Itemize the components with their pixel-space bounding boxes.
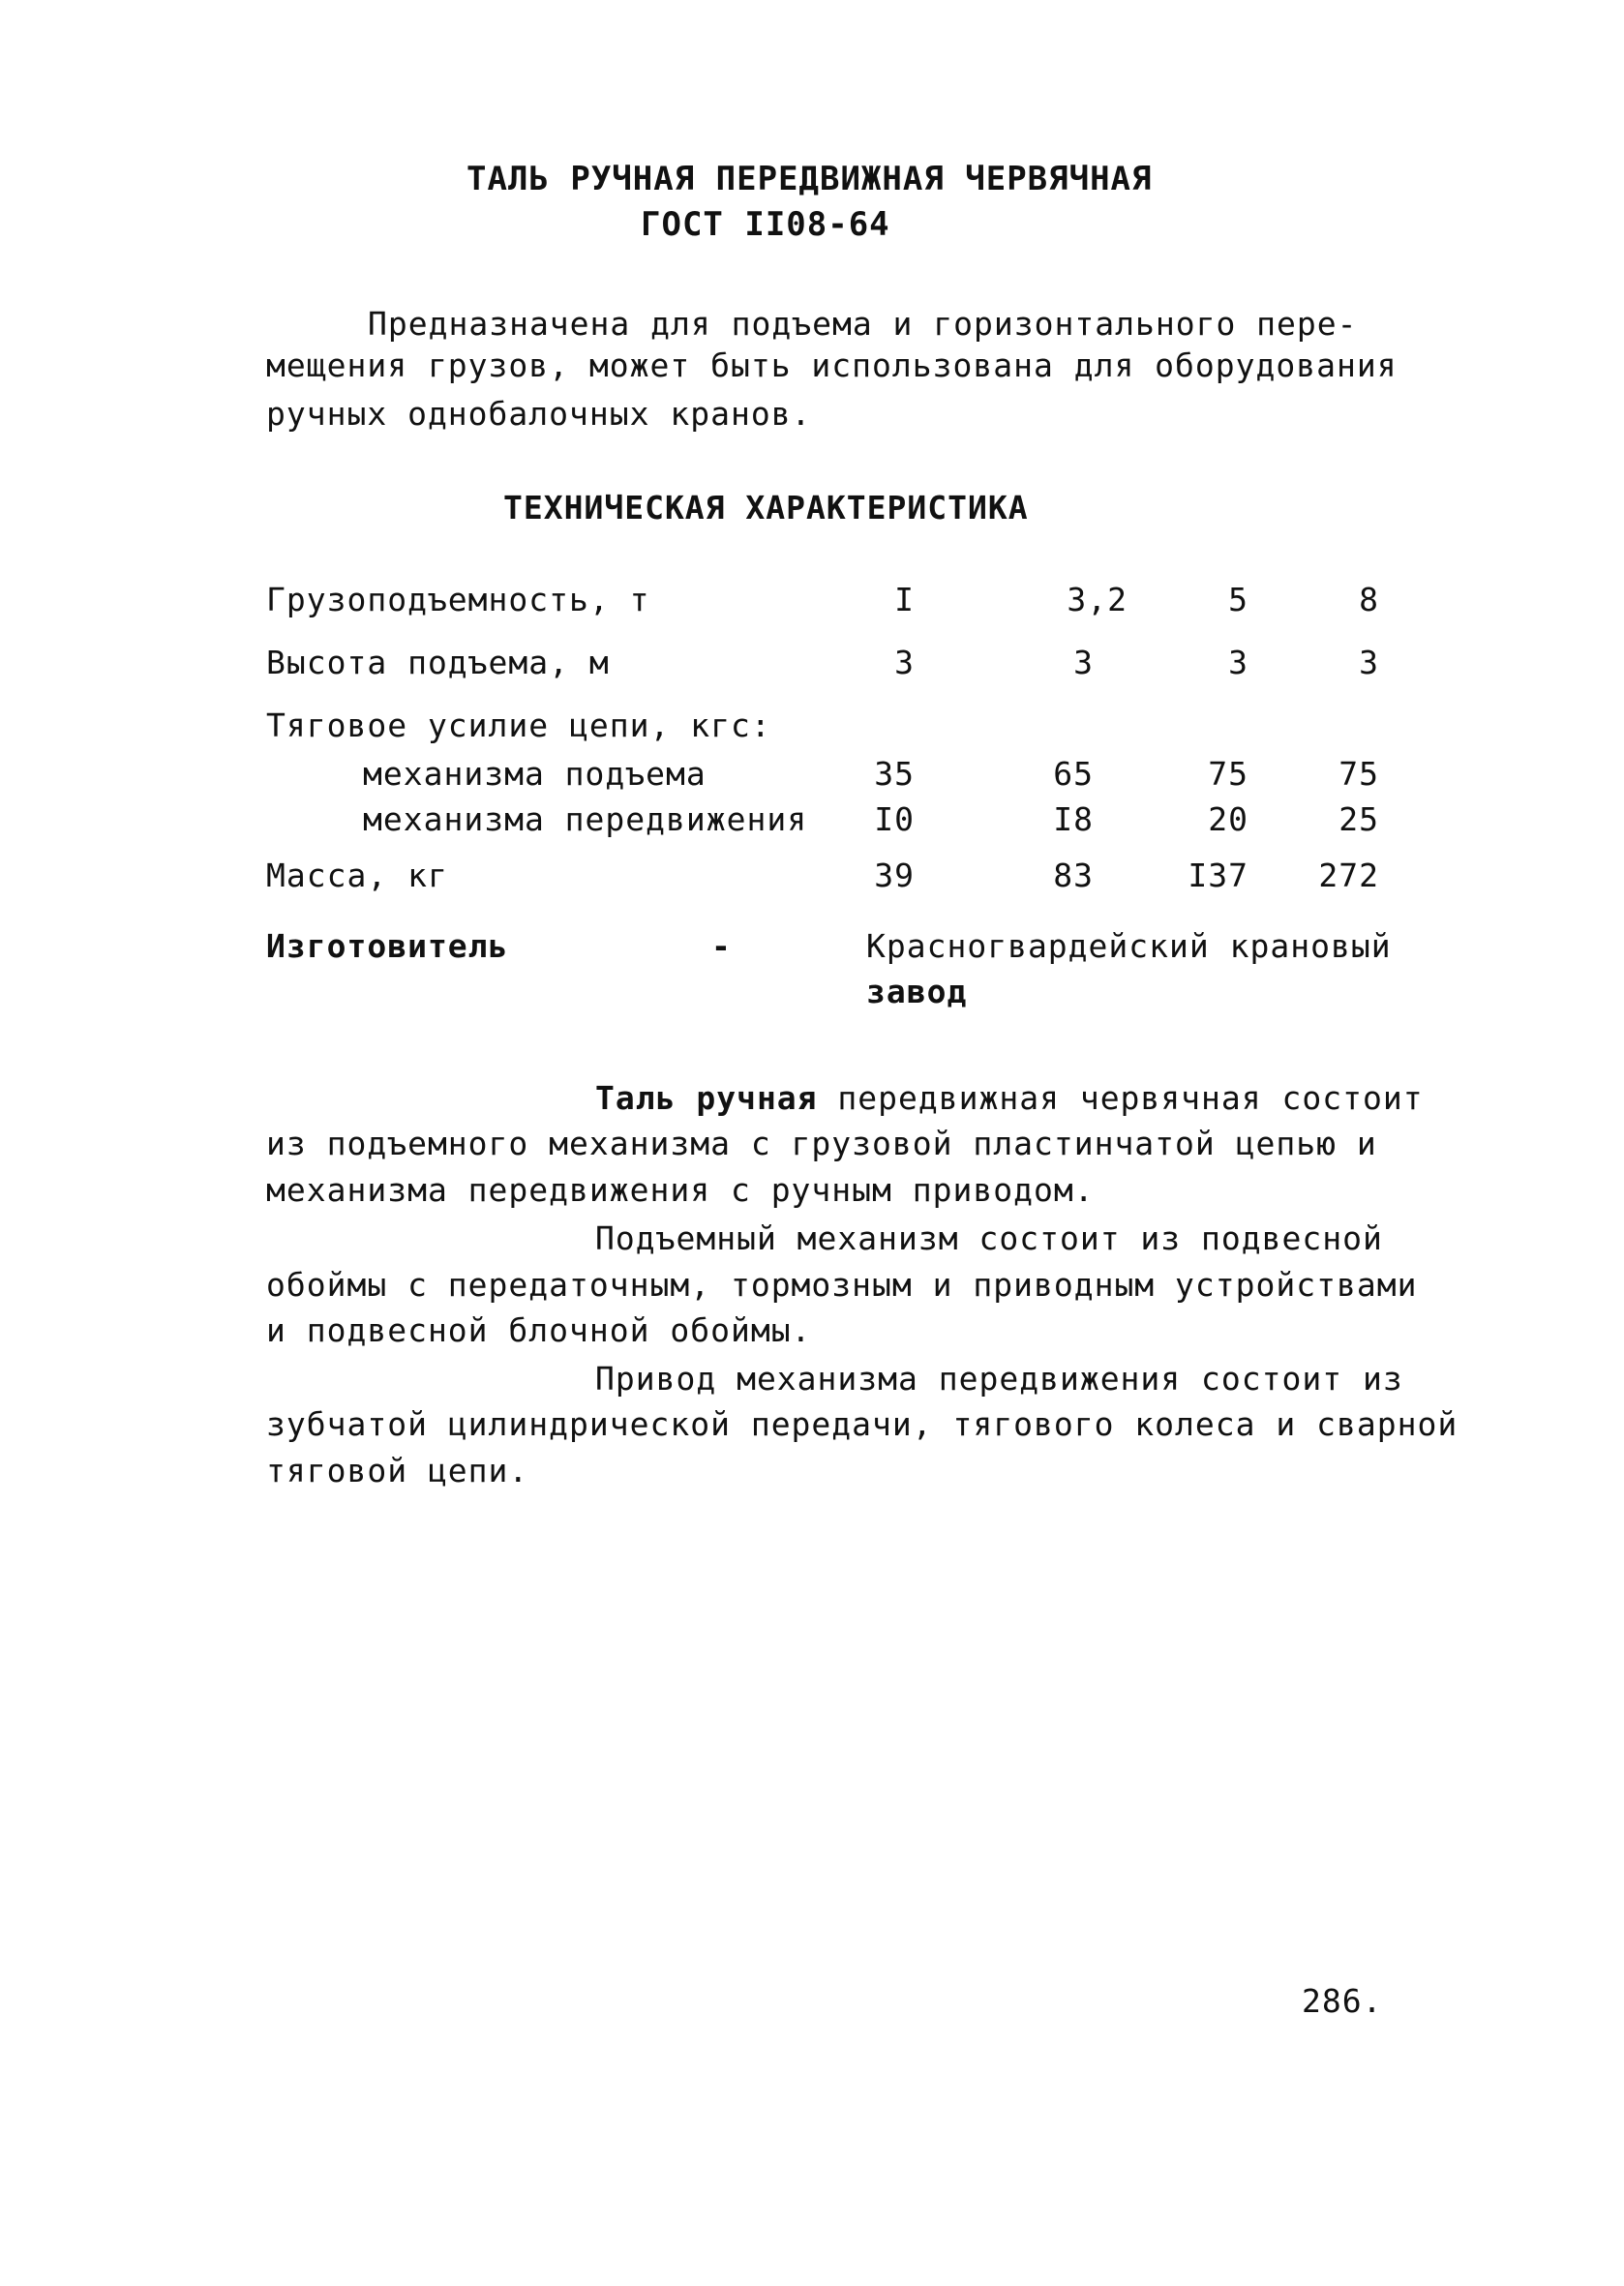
- maker-name-line-2: завод: [866, 973, 968, 1010]
- spec-value: I8: [1053, 800, 1094, 838]
- desc-p1-line-3: механизма передвижения с ручным приводом.: [266, 1171, 1095, 1209]
- spec-value: 3,2: [1067, 581, 1128, 618]
- spec-value: 75: [1338, 755, 1379, 793]
- intro-line-2: мещения грузов, может быть использована для оборудования: [266, 346, 1398, 384]
- spec-value: I: [894, 581, 915, 618]
- spec-value: 20: [1208, 800, 1248, 838]
- spec-value: 8: [1359, 581, 1379, 618]
- specs-heading: ТЕХНИЧЕСКАЯ ХАРАКТЕРИСТИКА: [503, 489, 1029, 526]
- spec-value: 3: [1359, 644, 1379, 681]
- desc-p1-rest: передвижная червячная состоит: [817, 1079, 1424, 1117]
- spec-label-capacity: Грузоподъемность, т: [266, 581, 650, 618]
- desc-p3-line-2: зубчатой цилиндрической передачи, тягового колеса и сварной: [266, 1405, 1459, 1443]
- desc-p3-line-1: Привод механизма передвижения состоит из: [595, 1360, 1403, 1398]
- spec-value: 39: [874, 857, 915, 894]
- desc-p2-line-3: и подвесной блочной обоймы.: [266, 1311, 812, 1349]
- standard-number: ГОСТ II08-64: [641, 205, 890, 244]
- intro-line-3: ручных однобалочных кранов.: [266, 395, 812, 433]
- page-number: 286.: [1302, 1982, 1383, 2020]
- spec-value: 35: [874, 755, 915, 793]
- document-title: ТАЛЬ РУЧНАЯ ПЕРЕДВИЖНАЯ ЧЕРВЯЧНАЯ: [466, 160, 1153, 198]
- spec-value: 3: [1073, 644, 1094, 681]
- desc-p1-line-2: из подъемного механизма с грузовой пластинчатой цепью и: [266, 1125, 1377, 1162]
- spec-value: I37: [1188, 857, 1248, 894]
- spec-value: 65: [1053, 755, 1094, 793]
- spec-value: 83: [1053, 857, 1094, 894]
- intro-line-1: Предназначена для подъема и горизонтального пере-: [368, 305, 1358, 343]
- maker-name-line-1: Красногвардейский крановый: [866, 927, 1392, 965]
- maker-label: Изготовитель: [266, 927, 509, 965]
- spec-label-lift-mechanism: механизма подъема: [363, 755, 707, 793]
- spec-value: I0: [874, 800, 915, 838]
- spec-value: 272: [1318, 857, 1379, 894]
- desc-p2-line-1: Подъемный механизм состоит из подвесной: [595, 1219, 1383, 1257]
- spec-value: 5: [1228, 581, 1248, 618]
- desc-p3-line-3: тяговой цепи.: [266, 1452, 529, 1489]
- spec-label-mass: Масса, кг: [266, 857, 448, 894]
- spec-value: 25: [1338, 800, 1379, 838]
- spec-value: 3: [894, 644, 915, 681]
- spec-value: 75: [1208, 755, 1248, 793]
- maker-dash: -: [711, 927, 732, 965]
- spec-label-chain-force: Тяговое усилие цепи, кгс:: [266, 707, 771, 744]
- spec-label-lift-height: Высота подъема, м: [266, 644, 610, 681]
- spec-label-travel-mechanism: механизма передвижения: [363, 800, 808, 838]
- desc-p2-line-2: обоймы с передаточным, тормозным и приводным устройствами: [266, 1266, 1418, 1304]
- desc-p1-lead: Таль ручная: [595, 1079, 818, 1117]
- spec-value: 3: [1228, 644, 1248, 681]
- desc-p1-line-1: [595, 1079, 1424, 1117]
